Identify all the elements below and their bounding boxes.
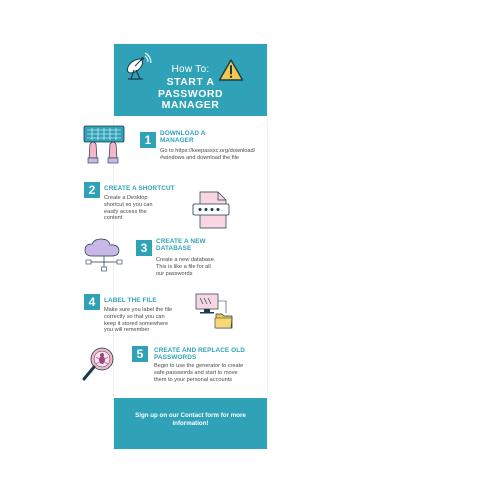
step-title: DOWNLOAD A MANAGER [160,130,206,145]
step-1 [114,122,267,178]
infographic-card [88,44,267,449]
step-2 [88,180,267,238]
step-number: 5 [132,346,148,362]
step-body: Go to https://keepassxc.org/download/#windows and download the file [160,148,256,161]
step-body: Make sure you label the file correctly so that you can keep it stored somewhere you will remember [104,307,173,334]
password-document-icon [192,190,232,230]
footer-banner [114,398,267,449]
step-title: CREATE AND REPLACE OLD PASSWORDS [154,347,245,362]
step-title: CREATE A NEW DATABASE [156,238,206,253]
step-body: Create a Desktop shortcut so you can easily access the content [104,195,153,222]
title-line-1: START A [166,76,215,88]
title-line-2: PASSWORD [157,87,224,100]
step-title: CREATE A SHORTCUT [104,185,175,192]
warning-icon [218,58,244,82]
monitor-folder-icon [194,292,234,332]
footer-cta-text: Sign up on our Contact form for more information! [135,412,246,427]
magnifier-bug-icon [80,344,120,384]
step-body: Begin to use the generator to create safe passwords and start to move them to your personal accounts [154,363,244,383]
header-subtitle: How To: [171,64,210,75]
step-number: 4 [84,294,100,310]
step-number: 1 [140,132,156,148]
step-3 [114,238,267,294]
step-title: LABEL THE FILE [104,297,157,304]
cloud-network-icon [82,238,126,274]
title-line-3: MANAGER [161,99,220,111]
header-banner [114,44,267,116]
step-4 [88,292,267,344]
step-body: Create a new database. This is like a file for all our passwords [156,257,216,277]
step-number: 3 [136,240,152,256]
step-5 [114,344,267,398]
step-number: 2 [84,182,100,198]
page-title [114,77,267,112]
laptop-keyboard-icon [82,124,126,164]
